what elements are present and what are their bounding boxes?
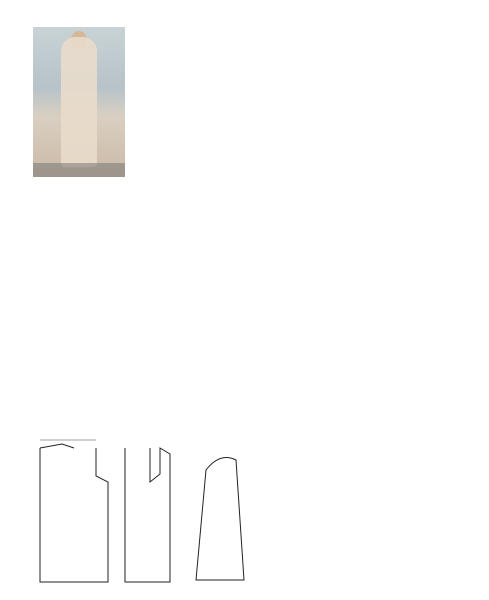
photo-caption xyxy=(33,163,125,177)
sleeve-schematic xyxy=(196,458,244,580)
crochet-chart xyxy=(251,30,476,520)
back-schematic xyxy=(40,440,108,582)
model-figure xyxy=(61,37,97,167)
instructions-column-1 xyxy=(33,182,133,184)
model-photo xyxy=(33,27,125,177)
garment-schematics xyxy=(0,430,250,600)
front-schematic xyxy=(125,448,170,582)
